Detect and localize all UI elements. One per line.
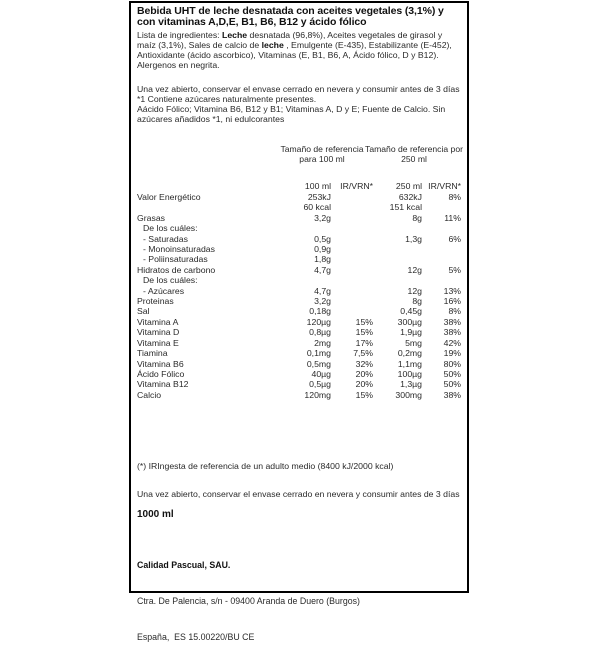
column-header-empty	[137, 181, 283, 192]
group-header-250ml	[361, 145, 467, 165]
value-250ml: 8g	[412, 296, 422, 307]
pct-250ml: 80%	[443, 358, 461, 369]
row-label: De los cuáles:	[143, 223, 198, 234]
table-row	[137, 327, 461, 337]
value-100ml: 0,18g	[309, 306, 331, 317]
table-row	[137, 369, 461, 379]
pct-100ml	[331, 202, 373, 212]
reference-note: (*) IRIngesta de referencia de un adulto medio (8400 kJ/2000 kcal)	[137, 461, 394, 472]
value-250ml: 100µg	[397, 368, 422, 379]
table-row	[137, 234, 461, 244]
pct-100ml: 15%	[355, 327, 373, 338]
value-250ml: 1,3g	[405, 233, 422, 244]
group-header-250ml-line1: Tamaño de referencia por	[365, 144, 463, 154]
value-250ml: 12g	[407, 264, 422, 275]
group-header-250ml-line2: 250 ml	[401, 153, 427, 164]
pct-250ml	[422, 202, 461, 212]
pct-250ml	[422, 275, 461, 285]
value-250ml	[373, 275, 422, 285]
value-250ml	[373, 244, 422, 254]
table-row	[137, 244, 461, 254]
pct-250ml: 16%	[443, 296, 461, 307]
value-250ml: 300µg	[397, 316, 422, 327]
pct-100ml	[331, 275, 373, 285]
pct-100ml: 20%	[355, 379, 373, 390]
pct-250ml: 42%	[443, 337, 461, 348]
company-country-registration: España, ES 15.00220/BU CE	[137, 632, 255, 643]
pct-100ml	[331, 286, 373, 296]
value-250ml: 1,3µg	[400, 379, 422, 390]
row-label: De los cuáles:	[143, 275, 198, 286]
pct-250ml: 13%	[443, 285, 461, 296]
value-250ml: 12g	[407, 285, 422, 296]
value-100ml: 0,5g	[314, 233, 331, 244]
value-100ml: 3,2g	[314, 212, 331, 223]
value-100ml	[283, 223, 331, 233]
pct-100ml	[331, 296, 373, 306]
value-250ml: 8g	[412, 212, 422, 223]
company-block	[137, 535, 461, 667]
row-label: - Poliinsaturadas	[143, 254, 208, 265]
value-250ml: 0,45g	[400, 306, 422, 317]
company-address: Ctra. De Palencia, s/n - 09400 Aranda de Duero (Burgos)	[137, 596, 360, 607]
claims-text: Aácido Fólico; Vitamina B6, B12 y B1; Vitaminas A, D y E; Fuente de Calcio. Sin azúcares añadidos *1, ni edulcorantes	[137, 104, 446, 124]
row-label	[137, 202, 283, 212]
value-100ml: 120µg	[306, 316, 331, 327]
row-label: Vitamina D	[137, 327, 180, 338]
value-250ml: 300mg	[395, 389, 422, 400]
table-row	[137, 317, 461, 327]
row-label: Vitamina E	[137, 337, 179, 348]
row-label: Grasas	[137, 212, 166, 223]
ingredient-allergen-leche-2: leche	[261, 40, 284, 50]
value-100ml	[283, 275, 331, 285]
row-label: Calcio	[137, 389, 162, 400]
net-volume: 1000 ml	[137, 509, 174, 521]
row-label: Hidratos de carbono	[137, 264, 216, 275]
value-100ml: 40µg	[311, 368, 331, 379]
value-100ml: 0,8µg	[309, 327, 331, 338]
value-250ml: 1,1mg	[397, 358, 422, 369]
table-row	[137, 202, 461, 212]
pct-100ml	[331, 192, 373, 202]
table-row	[137, 192, 461, 202]
table-row	[137, 286, 461, 296]
value-100ml: 4,7g	[314, 264, 331, 275]
nutrition-table-body	[137, 192, 461, 400]
column-header-250ml: 250 ml	[395, 181, 422, 191]
pct-100ml	[331, 254, 373, 264]
table-row	[137, 338, 461, 348]
value-250ml: 0,2mg	[397, 348, 422, 359]
column-header-irvrn-250: IR/VRN*	[428, 181, 461, 191]
pct-250ml: 50%	[443, 368, 461, 379]
row-label: Vitamina B12	[137, 379, 189, 390]
value-100ml: 2mg	[314, 337, 331, 348]
ingredients-prefix: Lista de ingredientes:	[137, 30, 223, 40]
table-row	[137, 390, 461, 400]
table-row	[137, 275, 461, 285]
company-name: Calidad Pascual, SAU.	[137, 560, 231, 571]
pct-100ml	[331, 213, 373, 223]
pct-100ml: 17%	[355, 337, 373, 348]
value-250ml: 5mg	[405, 337, 422, 348]
nutrition-table-group-headers	[137, 145, 461, 165]
table-row	[137, 223, 461, 233]
pct-250ml	[422, 223, 461, 233]
table-row	[137, 213, 461, 223]
pct-100ml: 32%	[355, 358, 373, 369]
value-250ml: 1,9µg	[400, 327, 422, 338]
table-row	[137, 359, 461, 369]
table-row	[137, 296, 461, 306]
pct-100ml: 7,5%	[353, 348, 373, 359]
row-label: Proteinas	[137, 296, 174, 307]
pct-250ml: 8%	[448, 192, 461, 202]
row-label: Vitamina A	[137, 316, 179, 327]
value-250ml	[373, 254, 422, 264]
pct-100ml	[331, 234, 373, 244]
group-header-100ml-line1: Tamaño de referencia	[280, 144, 364, 154]
product-label	[129, 1, 469, 643]
ingredient-allergen-leche: Leche	[222, 30, 248, 40]
pct-250ml: 38%	[443, 389, 461, 400]
row-label: - Saturadas	[143, 233, 188, 244]
table-row	[137, 306, 461, 316]
ingredients-middle: desnatada (96,8%), Aceites vegetales de girasol y maíz (3,1%), Sales de calcio de	[137, 30, 443, 50]
pct-250ml: 19%	[443, 348, 461, 359]
group-header-100ml-line2: para 100 ml	[299, 153, 345, 164]
sugars-footnote: *1 Contiene azúcares naturalmente presentes.	[137, 94, 317, 104]
pct-100ml	[331, 244, 373, 254]
value-100ml: 4,7g	[314, 285, 331, 296]
row-label: - Azúcares	[143, 285, 185, 296]
value-250ml: 632kJ	[398, 192, 422, 202]
value-100ml: 0,5mg	[306, 358, 331, 369]
value-100ml: 253kJ	[307, 192, 331, 202]
row-label: Vitamina B6	[137, 358, 184, 369]
table-row	[137, 265, 461, 275]
ingredients-rest: , Emulgente (E-435), Estabilizante (E-452), Antioxidante (ácido ascorbico), Vitaminas (E, B1, B6, A, Ácido fólico, D y B12). Alergenos en negrita.	[137, 40, 452, 70]
value-100ml: 3,2g	[314, 296, 331, 307]
value-100ml: 1,8g	[314, 254, 331, 265]
pct-250ml: 6%	[448, 233, 461, 244]
pct-250ml: 38%	[443, 327, 461, 338]
storage-note-bottom: Una vez abierto, conservar el envase cerrado en nevera y consumir antes de 3 días	[137, 489, 460, 500]
pct-250ml: 50%	[443, 379, 461, 390]
product-title: Bebida UHT de leche desnatada con aceites vegetales (3,1%) y con vitaminas A,D,E, B1, B6, B12 y ácido fólico	[137, 5, 444, 28]
pct-250ml: 8%	[448, 306, 461, 317]
value-100ml: 120mg	[304, 389, 331, 400]
table-row	[137, 254, 461, 264]
value-250ml	[373, 223, 422, 233]
value-100ml: 0,9g	[314, 244, 331, 255]
pct-100ml: 15%	[355, 389, 373, 400]
info-paragraphs	[137, 84, 461, 124]
pct-100ml	[331, 223, 373, 233]
ingredients-text	[137, 30, 461, 70]
column-header-100ml: 100 ml	[304, 181, 331, 191]
value-100ml: 0,5µg	[309, 379, 331, 390]
column-header-row	[137, 181, 461, 192]
table-row	[137, 379, 461, 389]
pct-250ml	[422, 244, 461, 254]
row-label: Valor Energético	[137, 192, 201, 202]
row-label: Sal	[137, 306, 150, 317]
pct-100ml: 15%	[355, 316, 373, 327]
pct-100ml	[331, 265, 373, 275]
column-header-irvrn-100: IR/VRN*	[340, 181, 373, 191]
pct-100ml: 20%	[355, 368, 373, 379]
row-label: - Monoinsaturadas	[143, 244, 215, 255]
row-label: Tiamina	[137, 348, 168, 359]
table-row	[137, 348, 461, 358]
storage-note: Una vez abierto, conservar el envase cerrado en nevera y consumir antes de 3 días	[137, 84, 460, 94]
pct-250ml: 11%	[444, 212, 461, 223]
value-250ml: 151 kcal	[389, 202, 422, 213]
pct-250ml	[422, 254, 461, 264]
row-label: Ácido Fólico	[137, 368, 185, 379]
pct-100ml	[331, 306, 373, 316]
pct-250ml: 38%	[443, 316, 461, 327]
nutrition-table	[137, 181, 461, 400]
pct-250ml: 5%	[448, 264, 461, 275]
value-100ml: 60 kcal	[303, 202, 331, 213]
value-100ml: 0,1mg	[306, 348, 331, 359]
